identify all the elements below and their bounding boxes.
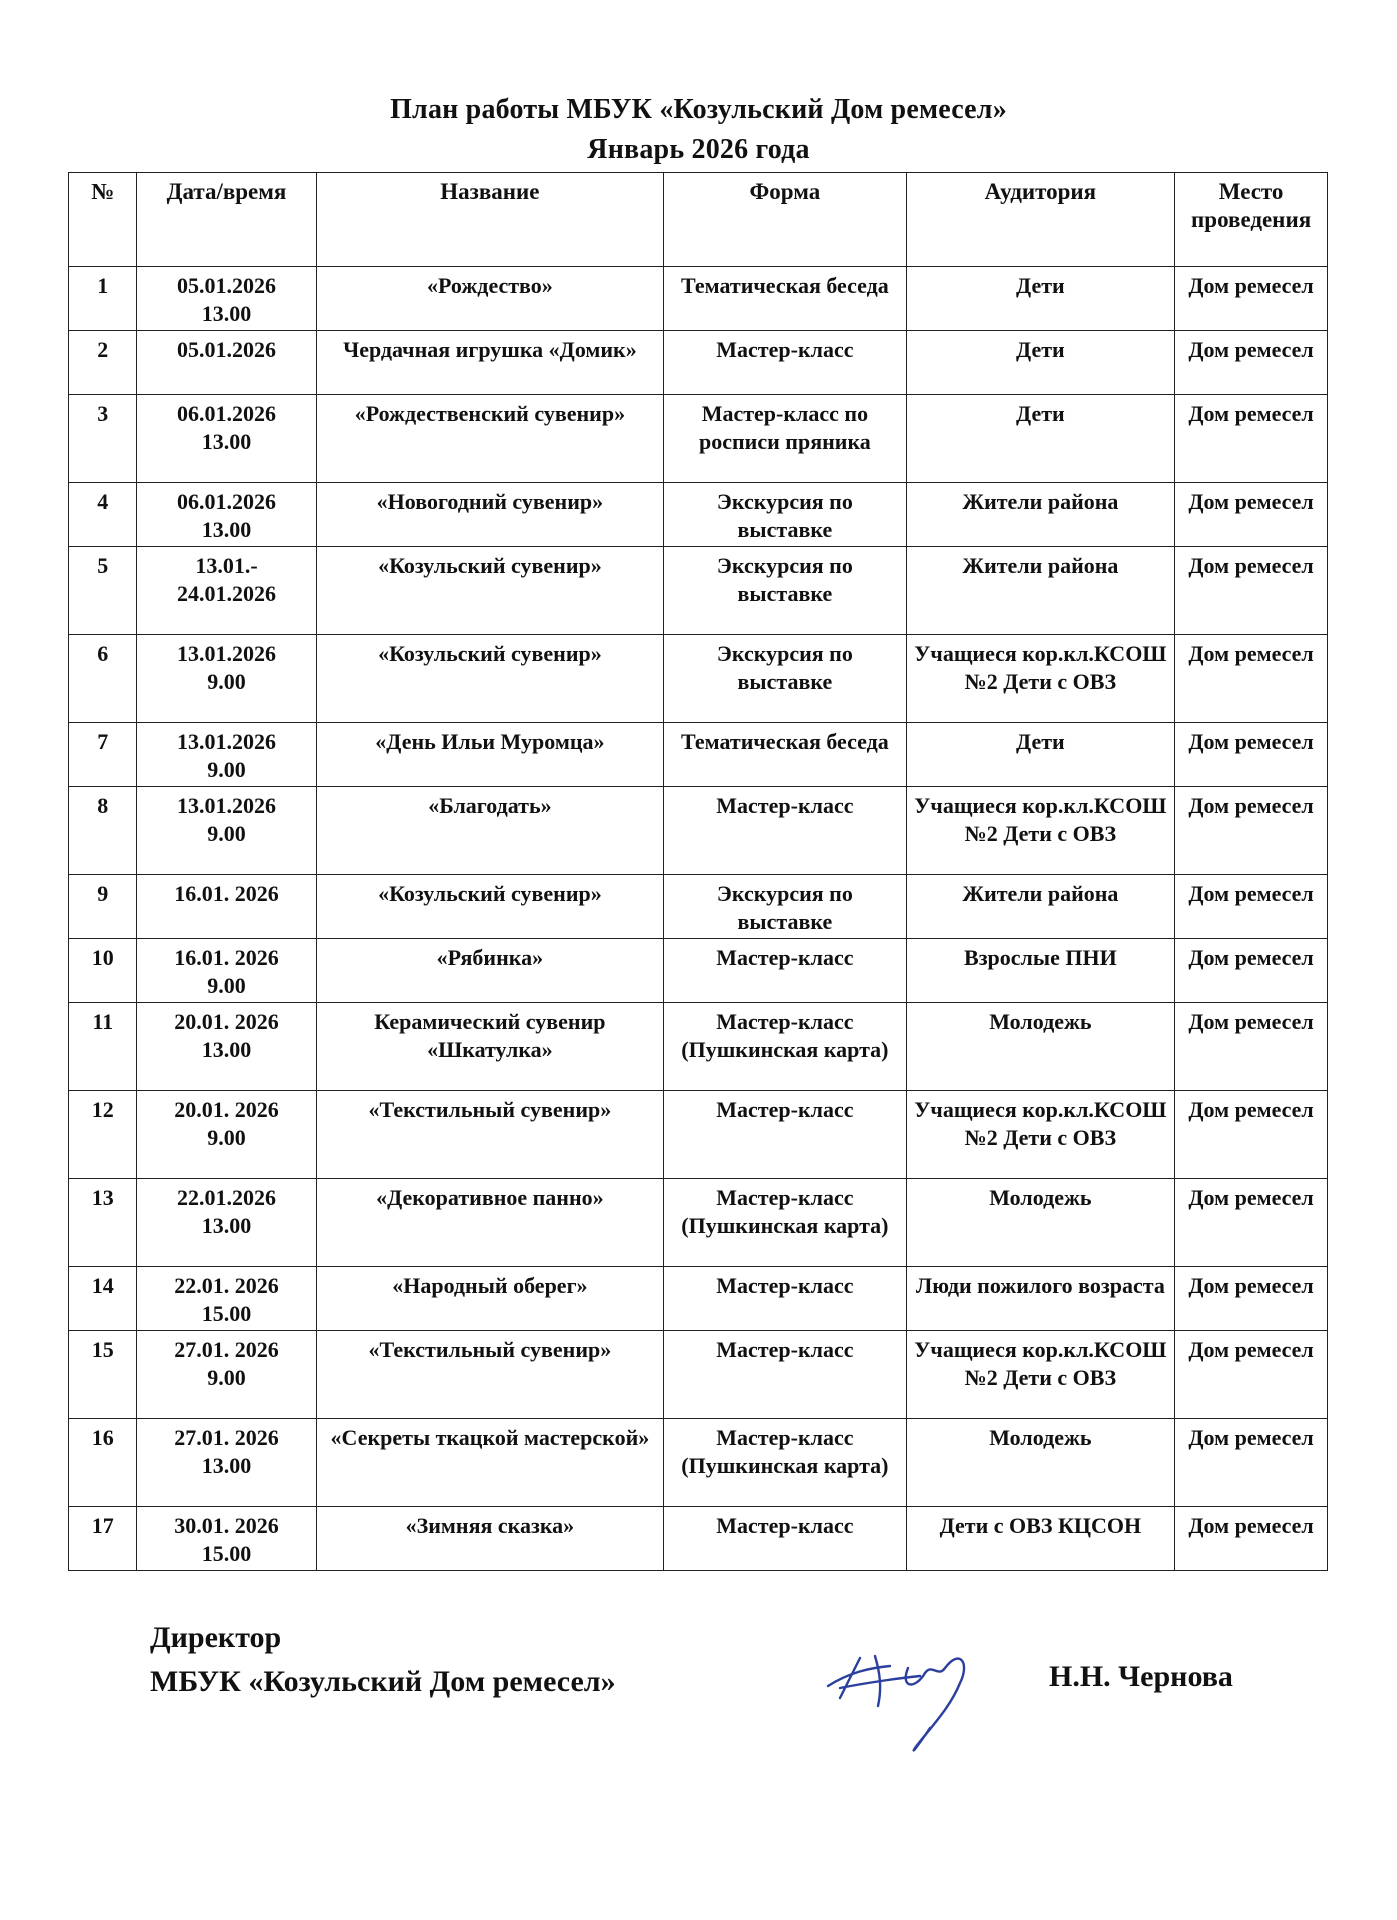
row-num: 9 <box>69 875 137 939</box>
row-datetime <box>137 1419 316 1507</box>
row-audience: Учащиеся кор.кл.КСОШ №2 Дети с ОВЗ <box>906 1091 1175 1179</box>
row-date: 20.01. 2026 <box>174 1009 279 1034</box>
row-name: «Рождество» <box>316 267 664 331</box>
row-datetime <box>137 1267 316 1331</box>
row-form: Экскурсия по выставке <box>664 483 906 547</box>
row-time: 9.00 <box>207 669 246 694</box>
row-datetime <box>137 1179 316 1267</box>
row-time: 15.00 <box>201 1301 252 1326</box>
table-row <box>69 723 1328 787</box>
document-subtitle: Январь 2026 года <box>587 134 810 165</box>
table-row <box>69 1331 1328 1419</box>
row-audience: Дети с ОВЗ КЦСОН <box>906 1507 1175 1571</box>
row-time: 15.00 <box>201 1541 252 1566</box>
row-time: 9.00 <box>207 1365 246 1390</box>
row-date: 22.01.2026 <box>177 1185 277 1210</box>
row-audience: Дети <box>906 395 1175 483</box>
row-place: Дом ремесел <box>1175 635 1328 723</box>
row-place: Дом ремесел <box>1175 331 1328 395</box>
row-num: 13 <box>69 1179 137 1267</box>
row-audience: Жители района <box>906 547 1175 635</box>
row-num: 16 <box>69 1419 137 1507</box>
row-name: «Народный оберег» <box>316 1267 664 1331</box>
row-form: Мастер-класс <box>664 1091 906 1179</box>
row-num: 12 <box>69 1091 137 1179</box>
row-form: Тематическая беседа <box>664 267 906 331</box>
row-date: 22.01. 2026 <box>174 1273 279 1298</box>
header-form: Форма <box>664 173 906 267</box>
row-datetime <box>137 787 316 875</box>
row-place: Дом ремесел <box>1175 1267 1328 1331</box>
row-form: Экскурсия по выставке <box>664 547 906 635</box>
row-form: Мастер-класс <box>664 1507 906 1571</box>
row-audience: Молодежь <box>906 1003 1175 1091</box>
row-audience: Дети <box>906 267 1175 331</box>
row-audience: Учащиеся кор.кл.КСОШ №2 Дети с ОВЗ <box>906 787 1175 875</box>
row-place: Дом ремесел <box>1175 723 1328 787</box>
row-date: 13.01.- <box>195 553 258 578</box>
header-num: № <box>69 173 137 267</box>
row-place: Дом ремесел <box>1175 395 1328 483</box>
row-form: Мастер-класс <box>664 939 906 1003</box>
table-row <box>69 395 1328 483</box>
header-place: Место проведения <box>1175 173 1328 267</box>
table-row <box>69 787 1328 875</box>
events-table <box>68 172 1328 1571</box>
row-form: Экскурсия по выставке <box>664 875 906 939</box>
row-audience: Дети <box>906 723 1175 787</box>
row-name: «Секреты ткацкой мастерской» <box>316 1419 664 1507</box>
row-time: 9.00 <box>207 1125 246 1150</box>
row-date: 05.01.2026 <box>177 337 277 362</box>
row-name: «Благодать» <box>316 787 664 875</box>
header-name: Название <box>316 173 664 267</box>
row-name: «Козульский сувенир» <box>316 875 664 939</box>
row-datetime <box>137 1331 316 1419</box>
row-num: 7 <box>69 723 137 787</box>
row-date: 13.01.2026 <box>177 729 277 754</box>
row-place: Дом ремесел <box>1175 1419 1328 1507</box>
row-form: Мастер-класс <box>664 787 906 875</box>
row-form: Мастер-класс <box>664 1267 906 1331</box>
table-row <box>69 267 1328 331</box>
row-datetime <box>137 635 316 723</box>
row-date: 16.01. 2026 <box>174 881 279 906</box>
row-datetime <box>137 547 316 635</box>
table-row <box>69 1091 1328 1179</box>
row-name: «День Ильи Муромца» <box>316 723 664 787</box>
row-audience: Взрослые ПНИ <box>906 939 1175 1003</box>
row-form: Мастер-класс по росписи пряника <box>664 395 906 483</box>
row-name: Керамический сувенир «Шкатулка» <box>316 1003 664 1091</box>
table-header-row <box>69 173 1328 267</box>
row-form: Мастер-класс <box>664 1331 906 1419</box>
row-place: Дом ремесел <box>1175 1003 1328 1091</box>
row-name: «Текстильный сувенир» <box>316 1091 664 1179</box>
row-audience: Учащиеся кор.кл.КСОШ №2 Дети с ОВЗ <box>906 1331 1175 1419</box>
row-form: Мастер-класс (Пушкинская карта) <box>664 1419 906 1507</box>
row-name: «Рождественский сувенир» <box>316 395 664 483</box>
row-date: 20.01. 2026 <box>174 1097 279 1122</box>
row-name: «Козульский сувенир» <box>316 635 664 723</box>
row-time: 13.00 <box>201 1453 252 1478</box>
row-num: 17 <box>69 1507 137 1571</box>
table-row <box>69 1267 1328 1331</box>
position-title: Директор <box>150 1621 282 1654</box>
table-row <box>69 1419 1328 1507</box>
row-date: 06.01.2026 <box>177 401 277 426</box>
row-num: 10 <box>69 939 137 1003</box>
row-datetime <box>137 267 316 331</box>
row-date: 27.01. 2026 <box>174 1337 279 1362</box>
handwritten-signature <box>820 1628 990 1758</box>
row-time: 9.00 <box>207 973 246 998</box>
row-place: Дом ремесел <box>1175 267 1328 331</box>
table-row <box>69 875 1328 939</box>
row-num: 11 <box>69 1003 137 1091</box>
row-time: 13.00 <box>201 301 252 326</box>
row-name: Чердачная игрушка «Домик» <box>316 331 664 395</box>
row-place: Дом ремесел <box>1175 1179 1328 1267</box>
row-date: 13.01.2026 <box>177 641 277 666</box>
table-body <box>69 267 1328 1571</box>
row-num: 2 <box>69 331 137 395</box>
row-place: Дом ремесел <box>1175 787 1328 875</box>
row-num: 3 <box>69 395 137 483</box>
row-audience: Дети <box>906 331 1175 395</box>
organization-name: МБУК «Козульский Дом ремесел» <box>150 1665 616 1698</box>
row-audience: Молодежь <box>906 1419 1175 1507</box>
row-place: Дом ремесел <box>1175 547 1328 635</box>
row-time: 24.01.2026 <box>177 581 277 606</box>
document-title: План работы МБУК «Козульский Дом ремесел» <box>390 94 1007 125</box>
header-datetime: Дата/время <box>137 173 316 267</box>
row-name: «Декоративное панно» <box>316 1179 664 1267</box>
row-datetime <box>137 331 316 395</box>
table-row <box>69 1507 1328 1571</box>
row-audience: Учащиеся кор.кл.КСОШ №2 Дети с ОВЗ <box>906 635 1175 723</box>
row-num: 6 <box>69 635 137 723</box>
row-place: Дом ремесел <box>1175 1507 1328 1571</box>
table-row <box>69 1179 1328 1267</box>
row-datetime <box>137 1091 316 1179</box>
table-row <box>69 331 1328 395</box>
row-form: Мастер-класс (Пушкинская карта) <box>664 1003 906 1091</box>
row-datetime <box>137 1507 316 1571</box>
row-time: 9.00 <box>207 757 246 782</box>
row-datetime <box>137 1003 316 1091</box>
row-form: Мастер-класс <box>664 331 906 395</box>
row-name: «Новогодний сувенир» <box>316 483 664 547</box>
row-place: Дом ремесел <box>1175 939 1328 1003</box>
row-time: 13.00 <box>201 429 252 454</box>
row-audience: Молодежь <box>906 1179 1175 1267</box>
row-time: 13.00 <box>201 1213 252 1238</box>
row-name: «Зимняя сказка» <box>316 1507 664 1571</box>
row-time: 9.00 <box>207 821 246 846</box>
row-datetime <box>137 483 316 547</box>
row-time: 13.00 <box>201 1037 252 1062</box>
row-date: 16.01. 2026 <box>174 945 279 970</box>
table-row <box>69 635 1328 723</box>
row-name: «Рябинка» <box>316 939 664 1003</box>
signer-name: Н.Н. Чернова <box>1049 1660 1233 1693</box>
row-num: 1 <box>69 267 137 331</box>
row-audience: Жители района <box>906 875 1175 939</box>
row-form: Тематическая беседа <box>664 723 906 787</box>
row-date: 13.01.2026 <box>177 793 277 818</box>
row-num: 5 <box>69 547 137 635</box>
row-form: Мастер-класс (Пушкинская карта) <box>664 1179 906 1267</box>
row-audience: Жители района <box>906 483 1175 547</box>
row-date: 27.01. 2026 <box>174 1425 279 1450</box>
row-datetime <box>137 723 316 787</box>
row-datetime <box>137 395 316 483</box>
row-audience: Люди пожилого возраста <box>906 1267 1175 1331</box>
table-row <box>69 483 1328 547</box>
row-date: 05.01.2026 <box>177 273 277 298</box>
row-place: Дом ремесел <box>1175 875 1328 939</box>
row-date: 30.01. 2026 <box>174 1513 279 1538</box>
signature-left-block <box>150 1616 616 1704</box>
row-num: 15 <box>69 1331 137 1419</box>
row-name: «Козульский сувенир» <box>316 547 664 635</box>
table-row <box>69 547 1328 635</box>
row-num: 8 <box>69 787 137 875</box>
row-name: «Текстильный сувенир» <box>316 1331 664 1419</box>
row-num: 4 <box>69 483 137 547</box>
table-row <box>69 1003 1328 1091</box>
row-num: 14 <box>69 1267 137 1331</box>
row-datetime <box>137 939 316 1003</box>
row-place: Дом ремесел <box>1175 1091 1328 1179</box>
row-datetime <box>137 875 316 939</box>
row-place: Дом ремесел <box>1175 483 1328 547</box>
table-row <box>69 939 1328 1003</box>
row-time: 13.00 <box>201 517 252 542</box>
row-date: 06.01.2026 <box>177 489 277 514</box>
header-audience: Аудитория <box>906 173 1175 267</box>
row-form: Экскурсия по выставке <box>664 635 906 723</box>
row-place: Дом ремесел <box>1175 1331 1328 1419</box>
